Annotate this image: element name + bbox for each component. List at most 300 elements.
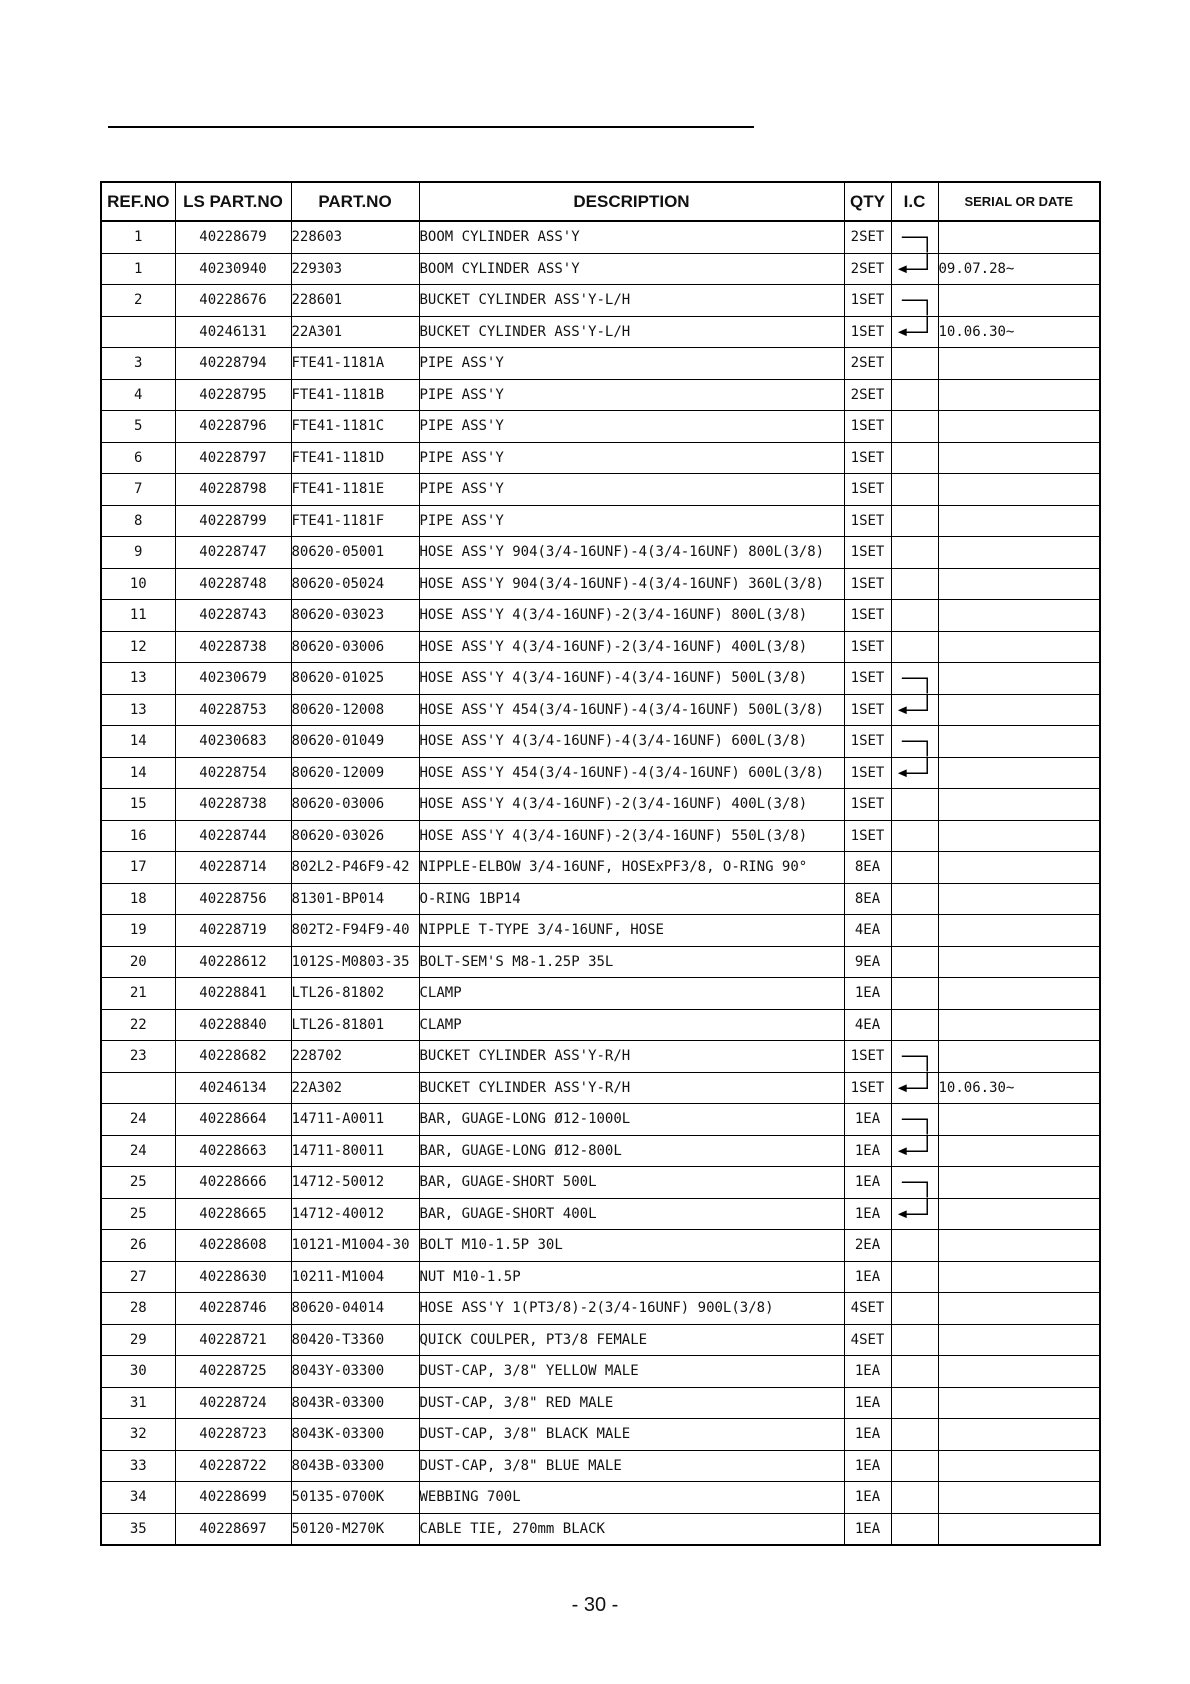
table-row xyxy=(101,285,1100,317)
qty-cell: 4EA xyxy=(844,915,891,947)
ic-cell xyxy=(891,1167,938,1199)
table-row xyxy=(101,348,1100,380)
table-row xyxy=(101,946,1100,978)
qty-cell: 9EA xyxy=(844,946,891,978)
interchange-arrow-icon xyxy=(892,1073,938,1104)
part-no-cell: FTE41-1181B xyxy=(291,379,419,411)
description-cell: O-RING 1BP14 xyxy=(419,883,844,915)
qty-cell: 1SET xyxy=(844,411,891,443)
ref-no-cell: 18 xyxy=(101,883,175,915)
ls-part-no-cell: 40228796 xyxy=(175,411,291,443)
serial-or-date-cell xyxy=(938,726,1100,758)
ref-no-cell: 5 xyxy=(101,411,175,443)
ls-part-no-cell: 40228612 xyxy=(175,946,291,978)
description-cell: HOSE ASS'Y 4(3/4-16UNF)-2(3/4-16UNF) 400L(3/8) xyxy=(419,631,844,663)
serial-or-date-cell xyxy=(938,411,1100,443)
ref-no-cell: 1 xyxy=(101,253,175,285)
qty-cell: 1SET xyxy=(844,726,891,758)
description-cell: BUCKET CYLINDER ASS'Y-R/H xyxy=(419,1041,844,1073)
ref-no-cell: 25 xyxy=(101,1198,175,1230)
description-cell: HOSE ASS'Y 454(3/4-16UNF)-4(3/4-16UNF) 500L(3/8) xyxy=(419,694,844,726)
ic-cell xyxy=(891,1387,938,1419)
ref-no-cell: 14 xyxy=(101,757,175,789)
ref-no-cell: 3 xyxy=(101,348,175,380)
ic-cell xyxy=(891,221,938,253)
ls-part-no-cell: 40228756 xyxy=(175,883,291,915)
ic-cell xyxy=(891,1293,938,1325)
ls-part-no-cell: 40228664 xyxy=(175,1104,291,1136)
qty-cell: 1SET xyxy=(844,474,891,506)
part-no-cell: 8043Y-03300 xyxy=(291,1356,419,1388)
ref-no-cell xyxy=(101,316,175,348)
qty-cell: 1EA xyxy=(844,978,891,1010)
serial-or-date-cell xyxy=(938,221,1100,253)
description-cell: BOOM CYLINDER ASS'Y xyxy=(419,221,844,253)
description-cell: PIPE ASS'Y xyxy=(419,348,844,380)
table-row xyxy=(101,1419,1100,1451)
part-no-cell: 228603 xyxy=(291,221,419,253)
interchange-bracket-start-icon xyxy=(892,1104,938,1135)
ls-part-no-cell: 40228746 xyxy=(175,1293,291,1325)
part-no-cell: 80620-05001 xyxy=(291,537,419,569)
table-row xyxy=(101,820,1100,852)
serial-or-date-cell: 10.06.30~ xyxy=(938,1072,1100,1104)
part-no-cell: 80620-01049 xyxy=(291,726,419,758)
description-cell: NIPPLE-ELBOW 3/4-16UNF, HOSExPF3/8, O-RING 90° xyxy=(419,852,844,884)
qty-cell: 1SET xyxy=(844,505,891,537)
ref-no-cell: 24 xyxy=(101,1135,175,1167)
ic-cell xyxy=(891,1513,938,1545)
table-row xyxy=(101,631,1100,663)
qty-cell: 1EA xyxy=(844,1198,891,1230)
serial-or-date-cell xyxy=(938,442,1100,474)
ic-cell xyxy=(891,978,938,1010)
serial-or-date-cell xyxy=(938,1356,1100,1388)
part-no-cell: 14711-80011 xyxy=(291,1135,419,1167)
part-no-cell: 80420-T3360 xyxy=(291,1324,419,1356)
table-row xyxy=(101,1482,1100,1514)
part-no-cell: 22A302 xyxy=(291,1072,419,1104)
ic-cell xyxy=(891,1261,938,1293)
ic-cell xyxy=(891,663,938,695)
table-row xyxy=(101,1324,1100,1356)
interchange-bracket-start-icon xyxy=(892,285,938,316)
interchange-bracket-start-icon xyxy=(892,1041,938,1072)
description-cell: NUT M10-1.5P xyxy=(419,1261,844,1293)
interchange-bracket-start-icon xyxy=(892,1167,938,1198)
qty-cell: 1EA xyxy=(844,1104,891,1136)
col-header-qty: QTY xyxy=(844,182,891,221)
qty-cell: 1SET xyxy=(844,694,891,726)
qty-cell: 1EA xyxy=(844,1513,891,1545)
serial-or-date-cell xyxy=(938,537,1100,569)
qty-cell: 1EA xyxy=(844,1356,891,1388)
table-row xyxy=(101,757,1100,789)
ls-part-no-cell: 40228747 xyxy=(175,537,291,569)
ic-cell xyxy=(891,348,938,380)
description-cell: HOSE ASS'Y 904(3/4-16UNF)-4(3/4-16UNF) 360L(3/8) xyxy=(419,568,844,600)
ref-no-cell: 21 xyxy=(101,978,175,1010)
qty-cell: 2SET xyxy=(844,221,891,253)
serial-or-date-cell xyxy=(938,1324,1100,1356)
ref-no-cell: 25 xyxy=(101,1167,175,1199)
ls-part-no-cell: 40246131 xyxy=(175,316,291,348)
qty-cell: 1SET xyxy=(844,789,891,821)
serial-or-date-cell xyxy=(938,474,1100,506)
serial-or-date-cell xyxy=(938,285,1100,317)
table-row xyxy=(101,600,1100,632)
ref-no-cell: 11 xyxy=(101,600,175,632)
part-no-cell: 80620-12008 xyxy=(291,694,419,726)
interchange-bracket-start-icon xyxy=(892,663,938,694)
ic-cell xyxy=(891,1356,938,1388)
description-cell: BUCKET CYLINDER ASS'Y-L/H xyxy=(419,316,844,348)
ic-cell xyxy=(891,379,938,411)
table-row xyxy=(101,442,1100,474)
description-cell: BUCKET CYLINDER ASS'Y-R/H xyxy=(419,1072,844,1104)
part-no-cell: 228601 xyxy=(291,285,419,317)
ref-no-cell: 22 xyxy=(101,1009,175,1041)
part-no-cell: FTE41-1181F xyxy=(291,505,419,537)
table-row xyxy=(101,1293,1100,1325)
serial-or-date-cell xyxy=(938,1419,1100,1451)
ic-cell xyxy=(891,1072,938,1104)
serial-or-date-cell xyxy=(938,663,1100,695)
serial-or-date-cell xyxy=(938,978,1100,1010)
serial-or-date-cell xyxy=(938,694,1100,726)
table-row xyxy=(101,915,1100,947)
serial-or-date-cell xyxy=(938,1104,1100,1136)
ic-cell xyxy=(891,442,938,474)
serial-or-date-cell xyxy=(938,568,1100,600)
part-no-cell: 14712-50012 xyxy=(291,1167,419,1199)
ls-part-no-cell: 40228795 xyxy=(175,379,291,411)
part-no-cell: 8043R-03300 xyxy=(291,1387,419,1419)
qty-cell: 1EA xyxy=(844,1167,891,1199)
interchange-arrow-icon xyxy=(892,317,938,348)
ic-cell xyxy=(891,568,938,600)
ref-no-cell: 17 xyxy=(101,852,175,884)
ref-no-cell: 26 xyxy=(101,1230,175,1262)
serial-or-date-cell xyxy=(938,1450,1100,1482)
table-row xyxy=(101,1198,1100,1230)
serial-or-date-cell xyxy=(938,348,1100,380)
ls-part-no-cell: 40228682 xyxy=(175,1041,291,1073)
description-cell: NIPPLE T-TYPE 3/4-16UNF, HOSE xyxy=(419,915,844,947)
description-cell: CABLE TIE, 270mm BLACK xyxy=(419,1513,844,1545)
ic-cell xyxy=(891,316,938,348)
ref-no-cell: 13 xyxy=(101,694,175,726)
table-row xyxy=(101,1072,1100,1104)
table-row xyxy=(101,1167,1100,1199)
qty-cell: 8EA xyxy=(844,883,891,915)
table-row xyxy=(101,316,1100,348)
table-row xyxy=(101,411,1100,443)
ls-part-no-cell: 40228748 xyxy=(175,568,291,600)
ic-cell xyxy=(891,757,938,789)
qty-cell: 1EA xyxy=(844,1261,891,1293)
ref-no-cell: 30 xyxy=(101,1356,175,1388)
description-cell: PIPE ASS'Y xyxy=(419,411,844,443)
ic-cell xyxy=(891,1198,938,1230)
ls-part-no-cell: 40230679 xyxy=(175,663,291,695)
part-no-cell: 14712-40012 xyxy=(291,1198,419,1230)
part-no-cell: 802L2-P46F9-42 xyxy=(291,852,419,884)
part-no-cell: 8043K-03300 xyxy=(291,1419,419,1451)
serial-or-date-cell xyxy=(938,883,1100,915)
ic-cell xyxy=(891,631,938,663)
qty-cell: 1EA xyxy=(844,1135,891,1167)
serial-or-date-cell xyxy=(938,946,1100,978)
qty-cell: 1SET xyxy=(844,316,891,348)
table-row xyxy=(101,253,1100,285)
serial-or-date-cell: 10.06.30~ xyxy=(938,316,1100,348)
ls-part-no-cell: 40228754 xyxy=(175,757,291,789)
description-cell: BUCKET CYLINDER ASS'Y-L/H xyxy=(419,285,844,317)
table-row xyxy=(101,379,1100,411)
serial-or-date-cell xyxy=(938,1261,1100,1293)
table-row xyxy=(101,1513,1100,1545)
qty-cell: 1SET xyxy=(844,442,891,474)
part-no-cell: FTE41-1181E xyxy=(291,474,419,506)
parts-table xyxy=(100,181,1101,1546)
col-header-description: DESCRIPTION xyxy=(419,182,844,221)
ls-part-no-cell: 40228679 xyxy=(175,221,291,253)
table-row xyxy=(101,1230,1100,1262)
ref-no-cell: 20 xyxy=(101,946,175,978)
part-no-cell: 14711-A0011 xyxy=(291,1104,419,1136)
part-no-cell: 10121-M1004-30 xyxy=(291,1230,419,1262)
ref-no-cell: 29 xyxy=(101,1324,175,1356)
ref-no-cell: 27 xyxy=(101,1261,175,1293)
ic-cell xyxy=(891,789,938,821)
ic-cell xyxy=(891,1324,938,1356)
col-header-ic: I.C xyxy=(891,182,938,221)
qty-cell: 4SET xyxy=(844,1324,891,1356)
ref-no-cell: 23 xyxy=(101,1041,175,1073)
ls-part-no-cell: 40228665 xyxy=(175,1198,291,1230)
table-row xyxy=(101,221,1100,253)
interchange-arrow-icon xyxy=(892,254,938,285)
serial-or-date-cell xyxy=(938,1009,1100,1041)
ls-part-no-cell: 40228840 xyxy=(175,1009,291,1041)
ref-no-cell xyxy=(101,1072,175,1104)
ls-part-no-cell: 40228719 xyxy=(175,915,291,947)
serial-or-date-cell xyxy=(938,915,1100,947)
parts-table-body xyxy=(101,221,1100,1545)
ls-part-no-cell: 40228738 xyxy=(175,631,291,663)
description-cell: BOOM CYLINDER ASS'Y xyxy=(419,253,844,285)
serial-or-date-cell xyxy=(938,1230,1100,1262)
ls-part-no-cell: 40228799 xyxy=(175,505,291,537)
qty-cell: 1SET xyxy=(844,537,891,569)
part-no-cell: 80620-03006 xyxy=(291,789,419,821)
ref-no-cell: 4 xyxy=(101,379,175,411)
qty-cell: 1EA xyxy=(844,1419,891,1451)
description-cell: DUST-CAP, 3/8" YELLOW MALE xyxy=(419,1356,844,1388)
serial-or-date-cell xyxy=(938,1041,1100,1073)
ic-cell xyxy=(891,1041,938,1073)
qty-cell: 1EA xyxy=(844,1482,891,1514)
description-cell: HOSE ASS'Y 4(3/4-16UNF)-2(3/4-16UNF) 400L(3/8) xyxy=(419,789,844,821)
ic-cell xyxy=(891,1009,938,1041)
part-no-cell: 228702 xyxy=(291,1041,419,1073)
serial-or-date-cell xyxy=(938,820,1100,852)
table-row xyxy=(101,505,1100,537)
ic-cell xyxy=(891,726,938,758)
col-header-part-no: PART.NO xyxy=(291,182,419,221)
table-row xyxy=(101,1041,1100,1073)
interchange-arrow-icon xyxy=(892,1199,938,1230)
part-no-cell: 50120-M270K xyxy=(291,1513,419,1545)
table-row xyxy=(101,663,1100,695)
interchange-arrow-icon xyxy=(892,758,938,789)
description-cell: DUST-CAP, 3/8" BLACK MALE xyxy=(419,1419,844,1451)
ls-part-no-cell: 40228794 xyxy=(175,348,291,380)
description-cell: BAR, GUAGE-LONG Ø12-800L xyxy=(419,1135,844,1167)
ref-no-cell: 15 xyxy=(101,789,175,821)
ls-part-no-cell: 40228725 xyxy=(175,1356,291,1388)
ls-part-no-cell: 40228841 xyxy=(175,978,291,1010)
part-no-cell: 8043B-03300 xyxy=(291,1450,419,1482)
serial-or-date-cell xyxy=(938,1135,1100,1167)
ic-cell xyxy=(891,474,938,506)
page-number: - 30 - xyxy=(571,1594,619,1616)
description-cell: HOSE ASS'Y 4(3/4-16UNF)-4(3/4-16UNF) 500L(3/8) xyxy=(419,663,844,695)
ls-part-no-cell: 40228608 xyxy=(175,1230,291,1262)
ic-cell xyxy=(891,1419,938,1451)
ls-part-no-cell: 40228744 xyxy=(175,820,291,852)
qty-cell: 1SET xyxy=(844,820,891,852)
part-no-cell: LTL26-81801 xyxy=(291,1009,419,1041)
interchange-bracket-start-icon xyxy=(892,726,938,757)
description-cell: BOLT M10-1.5P 30L xyxy=(419,1230,844,1262)
ic-cell xyxy=(891,820,938,852)
col-header-serial-or-date: SERIAL OR DATE xyxy=(938,182,1100,221)
ic-cell xyxy=(891,915,938,947)
ls-part-no-cell: 40228724 xyxy=(175,1387,291,1419)
part-no-cell: 22A301 xyxy=(291,316,419,348)
ref-no-cell: 35 xyxy=(101,1513,175,1545)
qty-cell: 1SET xyxy=(844,1072,891,1104)
serial-or-date-cell xyxy=(938,789,1100,821)
description-cell: BOLT-SEM'S M8-1.25P 35L xyxy=(419,946,844,978)
description-cell: HOSE ASS'Y 454(3/4-16UNF)-4(3/4-16UNF) 600L(3/8) xyxy=(419,757,844,789)
serial-or-date-cell xyxy=(938,852,1100,884)
ref-no-cell: 34 xyxy=(101,1482,175,1514)
serial-or-date-cell xyxy=(938,757,1100,789)
table-header-row xyxy=(101,182,1100,221)
table-row xyxy=(101,852,1100,884)
part-no-cell: FTE41-1181C xyxy=(291,411,419,443)
interchange-arrow-icon xyxy=(892,695,938,726)
description-cell: PIPE ASS'Y xyxy=(419,474,844,506)
ref-no-cell: 8 xyxy=(101,505,175,537)
description-cell: HOSE ASS'Y 904(3/4-16UNF)-4(3/4-16UNF) 800L(3/8) xyxy=(419,537,844,569)
table-row xyxy=(101,1261,1100,1293)
ic-cell xyxy=(891,1135,938,1167)
header-rule xyxy=(108,126,754,128)
qty-cell: 2SET xyxy=(844,253,891,285)
serial-or-date-cell xyxy=(938,505,1100,537)
qty-cell: 1SET xyxy=(844,757,891,789)
ls-part-no-cell: 40228666 xyxy=(175,1167,291,1199)
part-no-cell: 81301-BP014 xyxy=(291,883,419,915)
interchange-arrow-icon xyxy=(892,1136,938,1167)
ref-no-cell: 14 xyxy=(101,726,175,758)
part-no-cell: 80620-04014 xyxy=(291,1293,419,1325)
table-row xyxy=(101,1104,1100,1136)
table-row xyxy=(101,1450,1100,1482)
ls-part-no-cell: 40228723 xyxy=(175,1419,291,1451)
description-cell: PIPE ASS'Y xyxy=(419,379,844,411)
table-row xyxy=(101,789,1100,821)
table-row xyxy=(101,694,1100,726)
table-row xyxy=(101,1356,1100,1388)
ref-no-cell: 6 xyxy=(101,442,175,474)
ls-part-no-cell: 40228697 xyxy=(175,1513,291,1545)
serial-or-date-cell xyxy=(938,1513,1100,1545)
ic-cell xyxy=(891,537,938,569)
serial-or-date-cell xyxy=(938,1482,1100,1514)
ref-no-cell: 10 xyxy=(101,568,175,600)
qty-cell: 1SET xyxy=(844,631,891,663)
serial-or-date-cell xyxy=(938,1198,1100,1230)
description-cell: CLAMP xyxy=(419,978,844,1010)
ls-part-no-cell: 40228738 xyxy=(175,789,291,821)
part-no-cell: 10211-M1004 xyxy=(291,1261,419,1293)
ic-cell xyxy=(891,505,938,537)
qty-cell: 1SET xyxy=(844,663,891,695)
ic-cell xyxy=(891,1482,938,1514)
ref-no-cell: 7 xyxy=(101,474,175,506)
ref-no-cell: 28 xyxy=(101,1293,175,1325)
description-cell: CLAMP xyxy=(419,1009,844,1041)
col-header-ls-part-no: LS PART.NO xyxy=(175,182,291,221)
part-no-cell: 50135-0700K xyxy=(291,1482,419,1514)
ref-no-cell: 13 xyxy=(101,663,175,695)
ls-part-no-cell: 40228721 xyxy=(175,1324,291,1356)
ref-no-cell: 1 xyxy=(101,221,175,253)
ref-no-cell: 9 xyxy=(101,537,175,569)
ic-cell xyxy=(891,253,938,285)
ls-part-no-cell: 40228797 xyxy=(175,442,291,474)
col-header-ref-no: REF.NO xyxy=(101,182,175,221)
ic-cell xyxy=(891,883,938,915)
ls-part-no-cell: 40228663 xyxy=(175,1135,291,1167)
serial-or-date-cell xyxy=(938,1387,1100,1419)
ref-no-cell: 33 xyxy=(101,1450,175,1482)
ls-part-no-cell: 40230683 xyxy=(175,726,291,758)
description-cell: HOSE ASS'Y 4(3/4-16UNF)-4(3/4-16UNF) 600L(3/8) xyxy=(419,726,844,758)
serial-or-date-cell: 09.07.28~ xyxy=(938,253,1100,285)
serial-or-date-cell xyxy=(938,1293,1100,1325)
ic-cell xyxy=(891,1230,938,1262)
ls-part-no-cell: 40228753 xyxy=(175,694,291,726)
part-no-cell: FTE41-1181A xyxy=(291,348,419,380)
description-cell: BAR, GUAGE-SHORT 400L xyxy=(419,1198,844,1230)
serial-or-date-cell xyxy=(938,631,1100,663)
interchange-bracket-start-icon xyxy=(892,222,938,253)
part-no-cell: 229303 xyxy=(291,253,419,285)
qty-cell: 1SET xyxy=(844,285,891,317)
description-cell: DUST-CAP, 3/8" BLUE MALE xyxy=(419,1450,844,1482)
part-no-cell: LTL26-81802 xyxy=(291,978,419,1010)
ls-part-no-cell: 40228714 xyxy=(175,852,291,884)
serial-or-date-cell xyxy=(938,1167,1100,1199)
serial-or-date-cell xyxy=(938,379,1100,411)
description-cell: HOSE ASS'Y 4(3/4-16UNF)-2(3/4-16UNF) 800L(3/8) xyxy=(419,600,844,632)
